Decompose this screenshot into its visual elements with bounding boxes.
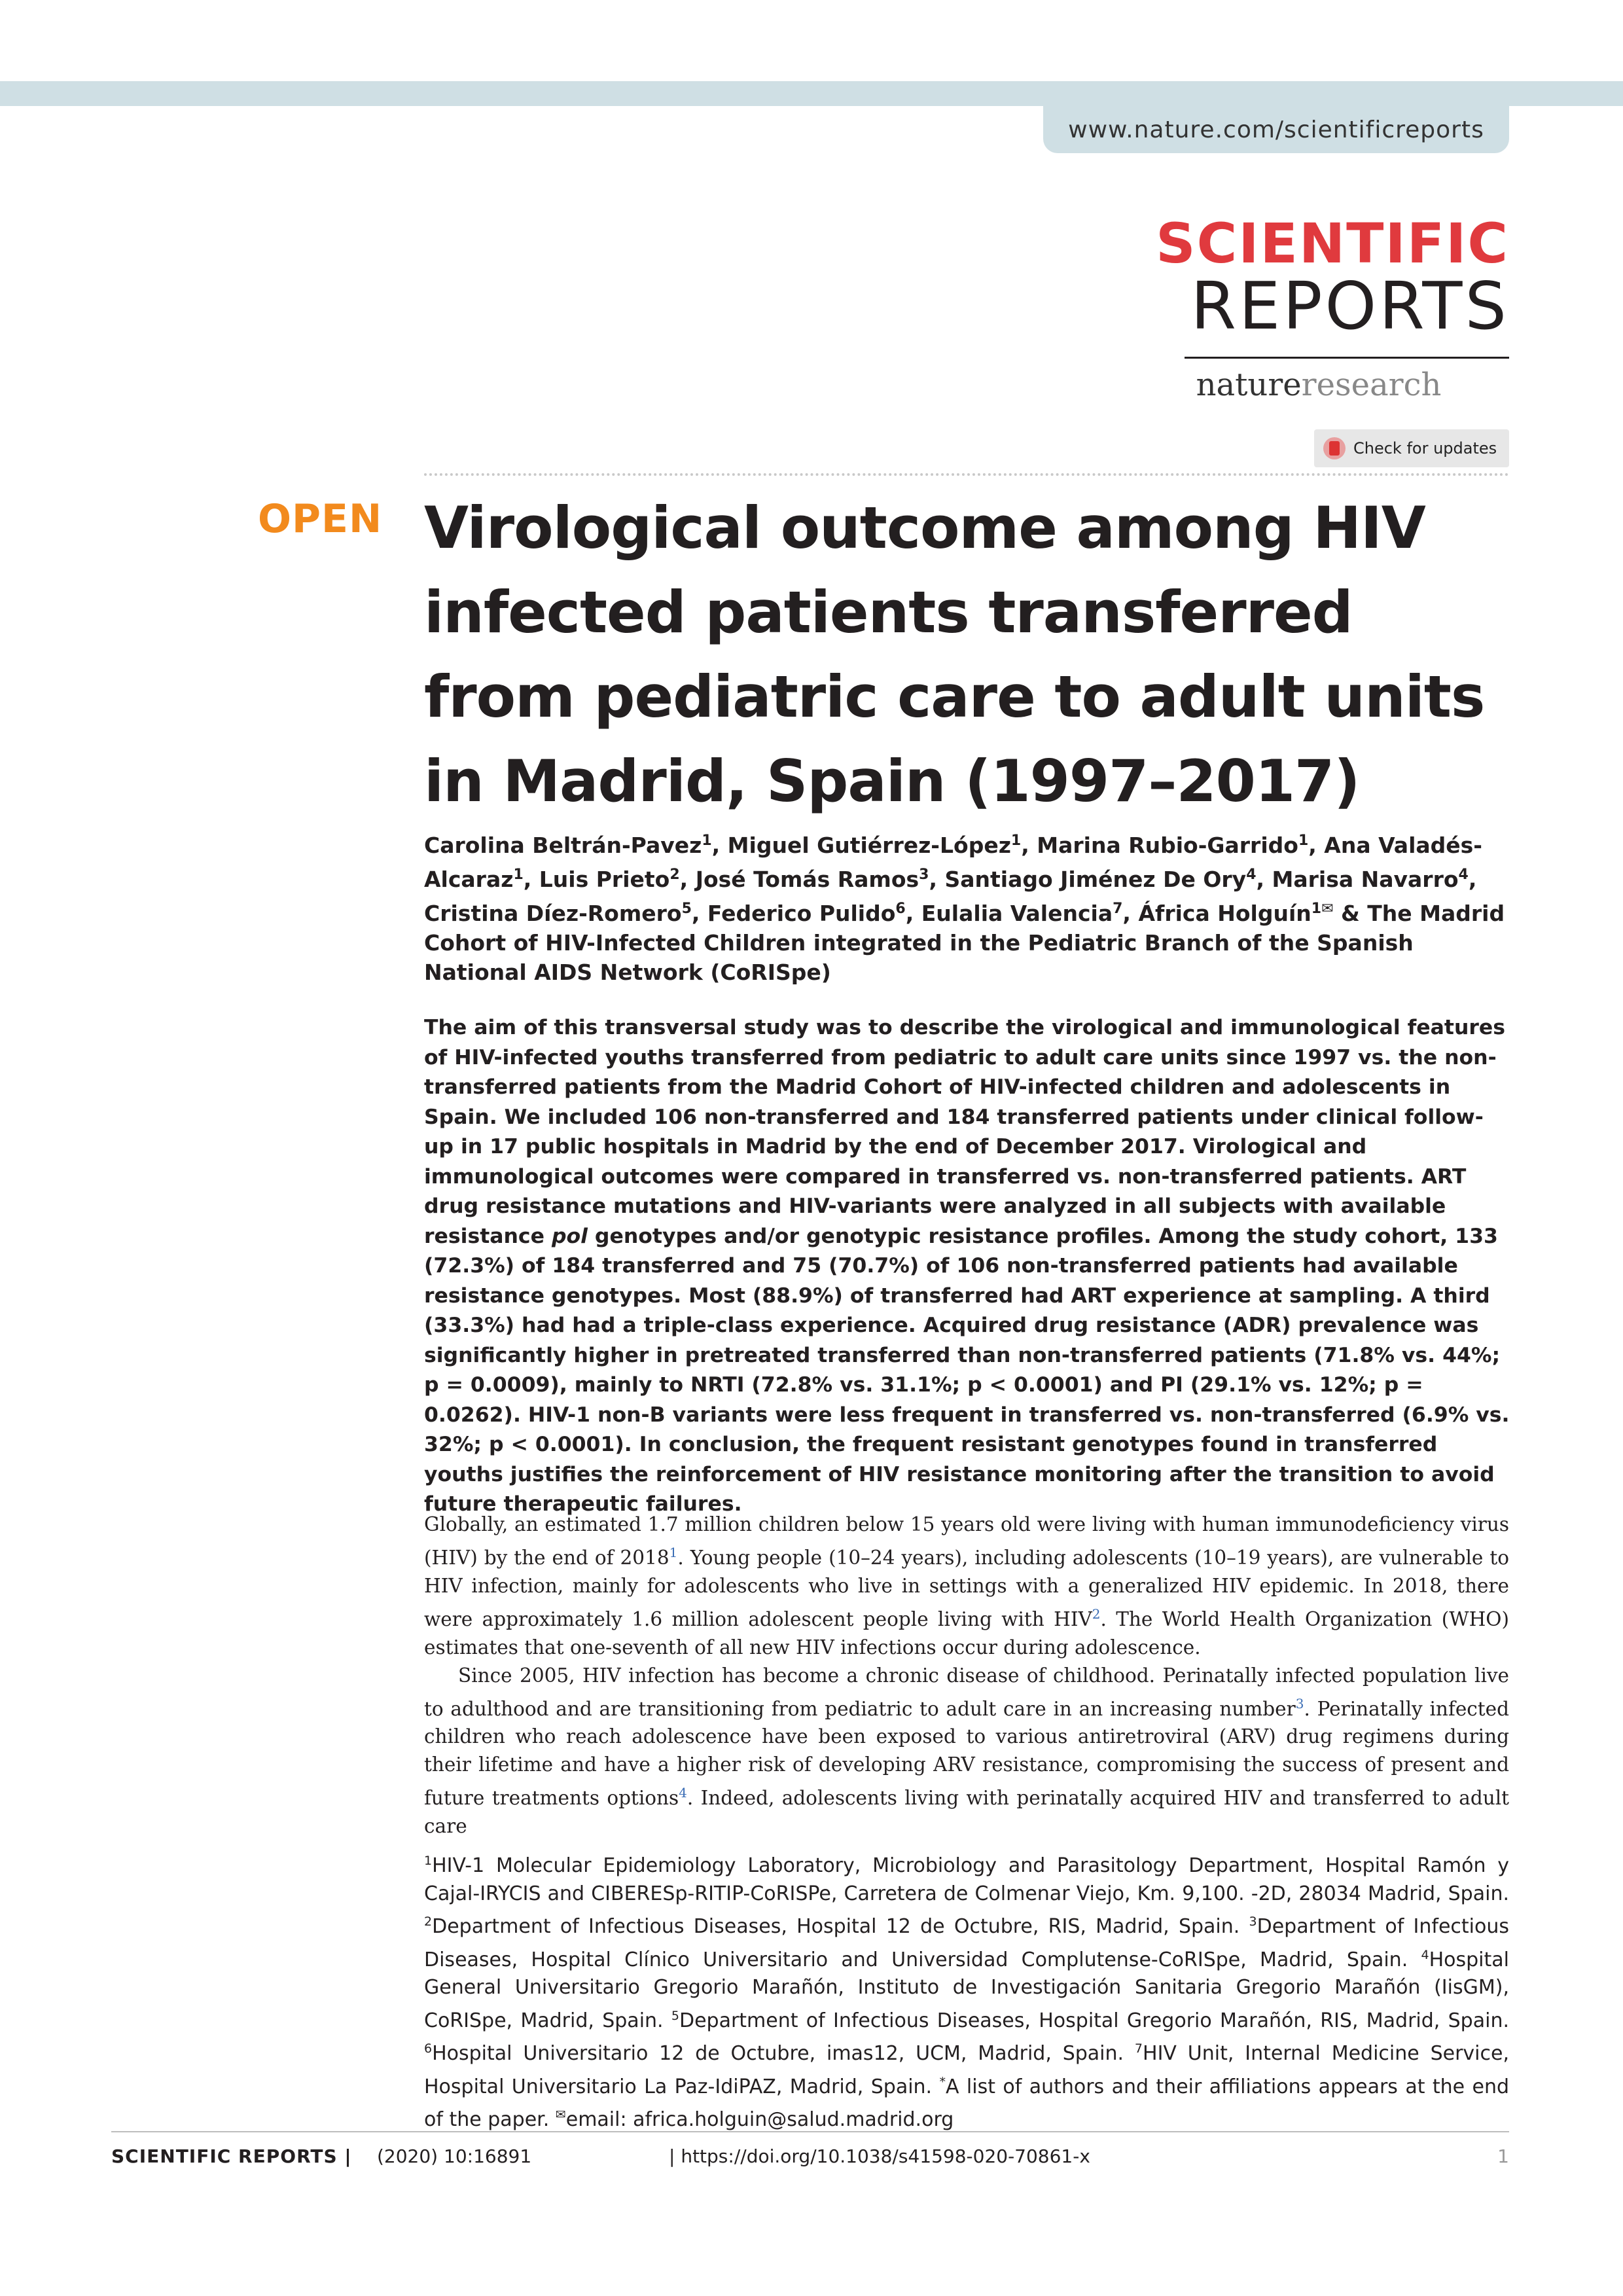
affiliation-number: 2 [424, 1914, 433, 1929]
author-affiliation-mark: 1 [513, 867, 524, 883]
logo-divider [1185, 357, 1509, 359]
author-name[interactable]: Eulalia Valencia [921, 901, 1113, 926]
publisher-logo-research: research [1301, 367, 1442, 403]
affiliation-number: 3 [1249, 1914, 1257, 1929]
footer-citation: (2020) 10:16891 [377, 2145, 532, 2167]
affiliation-number: ✉ [555, 2108, 566, 2122]
footer-divider [111, 2131, 1509, 2132]
footer-journal: SCIENTIFIC REPORTS | [111, 2145, 352, 2167]
author-separator: , [1468, 867, 1477, 892]
affiliation-text: Hospital General Universitario Gregorio Marañón, Instituto de Investigación Sanitaria Gregorio Marañón (IisGM), CoRISpe, Madrid, Spain. [424, 1948, 1509, 2032]
abstract [424, 1013, 1510, 1520]
citation-link[interactable]: 1 [669, 1545, 678, 1560]
author-name[interactable]: Federico Pulido [707, 901, 896, 926]
journal-url[interactable]: www.nature.com/scientificreports [1043, 106, 1509, 153]
footer-doi-link[interactable]: | https://doi.org/10.1038/s41598-020-70861-x [669, 2145, 1090, 2167]
author-separator: , [1308, 833, 1325, 858]
author-name[interactable]: Carolina Beltrán-Pavez [424, 833, 702, 858]
open-access-label: OPEN [258, 496, 383, 542]
author-separator: , [929, 867, 945, 892]
crossmark-icon [1323, 437, 1346, 459]
author-affiliation-mark: 4 [1246, 867, 1257, 883]
affiliation-text: Department of Infectious Diseases, Hospital 12 de Octubre, RIS, Madrid, Spain. [432, 1915, 1249, 1938]
citation-link[interactable]: 2 [1092, 1605, 1101, 1622]
author-affiliation-mark: 1 [1010, 833, 1022, 849]
main-text [424, 1511, 1509, 1840]
affiliations [424, 1847, 1509, 2134]
author-name[interactable]: Cristina Díez-Romero [424, 901, 682, 926]
author-affiliation-mark: 7 [1113, 901, 1123, 917]
author-separator: , [1021, 833, 1037, 858]
check-for-updates-button[interactable] [1314, 429, 1509, 467]
author-affiliation-mark: 1 [702, 833, 712, 849]
affiliation-text: Department of Infectious Diseases, Hospital Clínico Universitario and Universidad Complutense-CoRISpe, Madrid, Spain. [424, 1915, 1510, 1971]
author-name[interactable]: Santiago Jiménez De Ory [944, 867, 1247, 892]
author-affiliation-mark: 2 [669, 867, 680, 883]
article-title: Virological outcome among HIV infected patients transferred from pediatric care to adult units in Madrid, Spain (1997–2017) [424, 494, 1485, 815]
abstract-text-1: The aim of this transversal study was to describe the virological and immunological features of HIV-infected youths transferred from pediatric to adult care units since 1997 vs. the non-transferred patients from the Madrid Cohort of HIV-infected children and adolescents in Spain. We included 106 non-transferred and 184 transferred patients under clinical follow-up in 17 public hospitals in Madrid by the end of December 2017. Virological and immunological outcomes were compared in transferred vs. non-transferred patients. ART drug resistance mutations and HIV-variants were analyzed in all subjects with available resistance [424, 1016, 1506, 1248]
author-affiliation-mark: 3 [919, 867, 929, 883]
paragraph-text: . The World Health Organization (WHO) estimates that one-seventh of all new HIV infections occur during adolescence. [424, 1607, 1509, 1659]
author-affiliation-mark: 6 [895, 901, 906, 917]
author-separator: , [691, 901, 707, 926]
citation-link[interactable]: 3 [1295, 1695, 1304, 1712]
author-separator: , [679, 867, 696, 892]
page-number: 1 [1497, 2145, 1509, 2167]
affiliation-text: Department of Infectious Diseases, Hospital Gregorio Marañón, RIS, Madrid, Spain. [679, 2009, 1509, 2032]
affiliation-number: 4 [1421, 1947, 1429, 1962]
citation-link[interactable]: 4 [679, 1785, 687, 1801]
abstract-text-2: genotypes and/or genotypic resistance profiles. Among the study cohort, 133 (72.3%) of 184 transferred and 75 (70.7%) of 106 non-transferred patients had available resistance genotypes. Most (88.9%) of transferred had ART experience at sampling. A third (33.3%) had had a triple-class experience. Acquired drug resistance (ADR) prevalence was significantly higher in pretreated transferred than non-transferred patients (71.8% vs. 44%; p = 0.0009), mainly to NRTI (72.8% vs. 31.1%; p < 0.0001) and PI (29.1% vs. 12%; p = 0.0262). HIV-1 non-B variants were less frequent in transferred vs. non-transferred (6.9% vs. 32%; p < 0.0001). In conclusion, the frequent resistant genotypes found in transferred youths justifies the reinforcement of HIV resistance monitoring after the transition to avoid future therapeutic failures. [424, 1224, 1510, 1516]
affiliation-number: 7 [1134, 2041, 1143, 2056]
top-color-bar [0, 81, 1623, 106]
author-name[interactable]: África Holguín [1138, 901, 1311, 926]
author-separator: , [523, 867, 539, 892]
dotted-divider [424, 473, 1509, 476]
paragraph-text: Globally, an estimated 1.7 million children below 15 years old were living with human immunodeficiency virus (HIV) by the end of 2018 [424, 1513, 1509, 1569]
author-separator [1334, 901, 1342, 926]
author-affiliation-mark: 1 [1298, 833, 1309, 849]
author-name[interactable]: Marina Rubio-Garrido [1037, 833, 1298, 858]
author-separator: , [711, 833, 728, 858]
affiliation-text: A list of authors and their affiliations appears at the end of the paper. [424, 2075, 1510, 2131]
author-affiliation-mark: 5 [681, 901, 692, 917]
affiliation-number: 6 [424, 2041, 433, 2056]
author-separator: , [1256, 867, 1272, 892]
paragraph [424, 1511, 1509, 1662]
publisher-logo [1185, 367, 1453, 403]
author-name[interactable]: Miguel Gutiérrez-López [727, 833, 1011, 858]
paragraph [424, 1662, 1509, 1841]
journal-logo-line2: REPORTS [1190, 268, 1509, 344]
author-name[interactable]: José Tomás Ramos [695, 867, 919, 892]
affiliation-text: Hospital Universitario 12 de Octubre, imas12, UCM, Madrid, Spain. [432, 2042, 1135, 2065]
paragraph-text: . Young people (10–24 years), including adolescents (10–19 years), are vulnerable to HIV infection, mainly for adolescents who live in settings with a generalized HIV epidemic. In 2018, there were approximately 1.6 million adolescent people living with HIV [424, 1546, 1509, 1630]
paragraph-text: . Indeed, adolescents living with perinatally acquired HIV and transferred to adult care [424, 1787, 1510, 1838]
affiliation-number: * [939, 2074, 946, 2089]
affiliation-number: 5 [671, 2008, 679, 2023]
affiliation-text: HIV-1 Molecular Epidemiology Laboratory, Microbiology and Parasitology Department, Hospital Ramón y Cajal-IRYCIS and CIBERESp-RITIP-CoRISPe, Carretera de Colmenar Viejo, Km. 9,100. -2D, 28034 Madrid, Spain. [424, 1854, 1509, 1905]
author-name[interactable]: Luis Prieto [539, 867, 670, 892]
author-separator: , [1122, 901, 1139, 926]
abstract-gene-name: pol [551, 1224, 588, 1248]
journal-logo[interactable] [1156, 211, 1509, 344]
affiliation-text: email: africa.holguin@salud.madrid.org [565, 2108, 954, 2131]
affiliation-number: 1 [424, 1854, 433, 1868]
paragraph-text: Since 2005, HIV infection has become a chronic disease of childhood. Perinatally infected population live to adulthood and are transitioning from pediatric to adult care in an increasing number [424, 1664, 1509, 1720]
check-for-updates-label: Check for updates [1353, 439, 1497, 457]
author-list [424, 826, 1510, 987]
author-affiliation-mark: 1✉ [1311, 901, 1334, 917]
author-name[interactable]: Ana Valadés-Alcaraz [424, 833, 1482, 892]
affiliation-text: HIV Unit, Internal Medicine Service, Hospital Universitario La Paz-IdiPAZ, Madrid, Spain. [424, 2042, 1509, 2098]
author-name[interactable]: Marisa Navarro [1272, 867, 1459, 892]
publisher-logo-nature: nature [1196, 367, 1302, 403]
paragraph-text: . Perinatally infected children who reach adolescence have been exposed to various antiretroviral (ARV) drug regimens during their lifetime and have a higher risk of developing ARV resistance, compromising the success of present and future treatments options [424, 1697, 1509, 1810]
author-separator: , [905, 901, 921, 926]
author-name[interactable]: & The Madrid Cohort of HIV-Infected Children integrated in the Pediatric Branch of the Spanish National AIDS Network (CoRISpe) [424, 901, 1505, 985]
page-footer [111, 2145, 1509, 2172]
author-affiliation-mark: 4 [1458, 867, 1469, 883]
journal-logo-line1: SCIENTIFIC [1156, 211, 1509, 276]
